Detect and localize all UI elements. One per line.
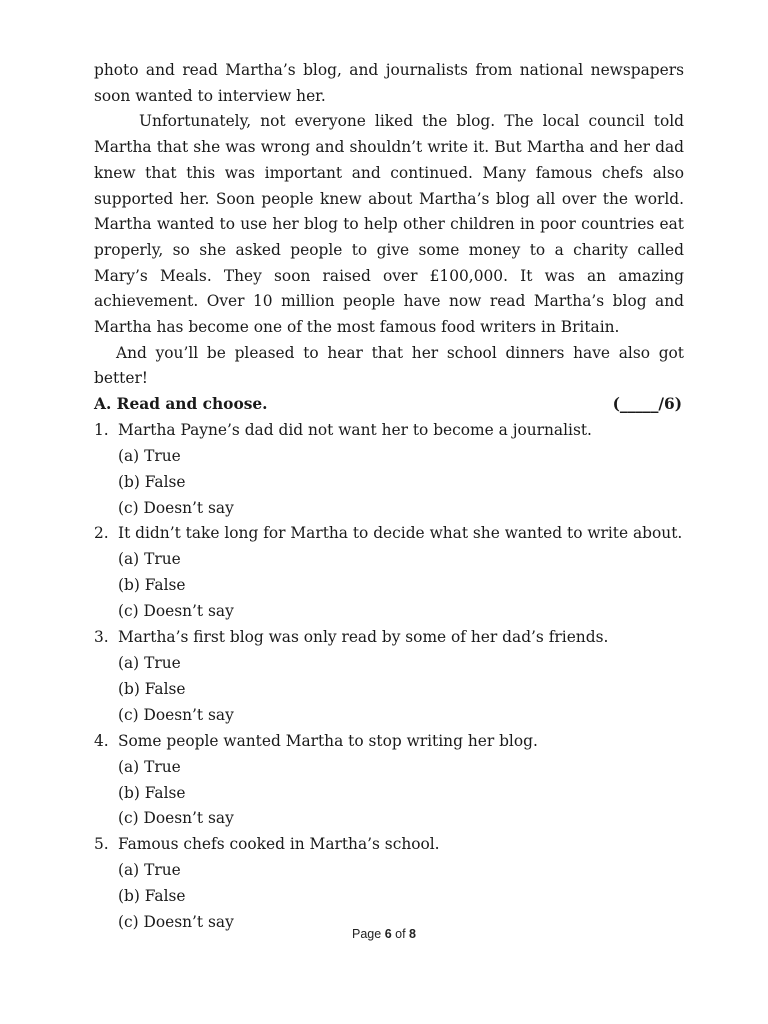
question-number: 2.: [94, 524, 109, 543]
question-2: [94, 521, 684, 625]
question-text: [94, 832, 684, 858]
page-total: 8: [409, 927, 416, 941]
option-false: (b) False: [118, 783, 186, 802]
option-true: (a) True: [118, 446, 181, 465]
question-prompt: Famous chefs cooked in Martha’s school.: [118, 835, 440, 854]
question-1: [94, 418, 684, 522]
option-false: (b) False: [118, 576, 186, 595]
question-text: [94, 625, 684, 651]
option-doesnt-say: (c) Doesn’t say: [118, 705, 234, 724]
question-number: 5.: [94, 835, 109, 854]
option-doesnt-say: (c) Doesn’t say: [118, 913, 234, 932]
option-true: (a) True: [118, 861, 181, 880]
option-true: (a) True: [118, 550, 181, 569]
option-doesnt-say: (c) Doesn’t say: [118, 809, 234, 828]
question-prompt: Some people wanted Martha to stop writing her blog.: [118, 731, 538, 750]
question-number: 1.: [94, 420, 109, 439]
question-prompt: Martha’s first blog was only read by some of her dad’s friends.: [118, 628, 609, 647]
passage-paragraph-3: And you’ll be pleased to hear that her school dinners have also got better!: [94, 343, 684, 388]
document-page: [94, 58, 684, 936]
score-blank: (_____/6): [612, 395, 682, 414]
option-false: (b) False: [118, 679, 186, 698]
option-false: (b) False: [118, 887, 186, 906]
question-prompt: Martha Payne’s dad did not want her to become a journalist.: [118, 420, 592, 439]
section-header: [94, 392, 684, 418]
passage-paragraph-1: photo and read Martha’s blog, and journalists from national newspapers soon wanted to interview her.: [94, 61, 684, 105]
question-3: [94, 625, 684, 729]
question-text: [94, 521, 684, 547]
option-false: (b) False: [118, 472, 186, 491]
question-text: [94, 729, 684, 755]
option-true: (a) True: [118, 654, 181, 672]
question-4: [94, 729, 684, 833]
page-of: of: [391, 927, 410, 941]
section-title: A. Read and choose.: [94, 395, 268, 414]
option-doesnt-say: (c) Doesn’t say: [118, 602, 234, 621]
question-number: 4.: [94, 731, 109, 750]
passage-paragraph-2: Unfortunately, not everyone liked the blog. The local council told Martha that she was wrong and shouldn’t write it. But Martha and her dad knew that this was important and continued. Many famous chefs also supported her. Soon people knew about Martha’s blog all over the world. Martha wanted to use her blog to help other children in poor countries eat properly, so she asked people to give some money to a charity called Mary’s Meals. They soon raised over £100,000. It was an amazing achievement. Over 10 million people have now read Martha’s blog and Martha has become one of the most famous food writers in Britain.: [94, 112, 684, 337]
page-footer: [0, 927, 768, 941]
page-label: Page: [352, 927, 385, 941]
option-doesnt-say: (c) Doesn’t say: [118, 498, 234, 517]
question-5: [94, 832, 684, 936]
option-true: (a) True: [118, 757, 181, 776]
question-number: 3.: [94, 628, 109, 647]
question-text: [94, 418, 684, 444]
question-prompt: It didn’t take long for Martha to decide what she wanted to write about.: [118, 524, 683, 543]
page-current: 6: [384, 927, 392, 941]
